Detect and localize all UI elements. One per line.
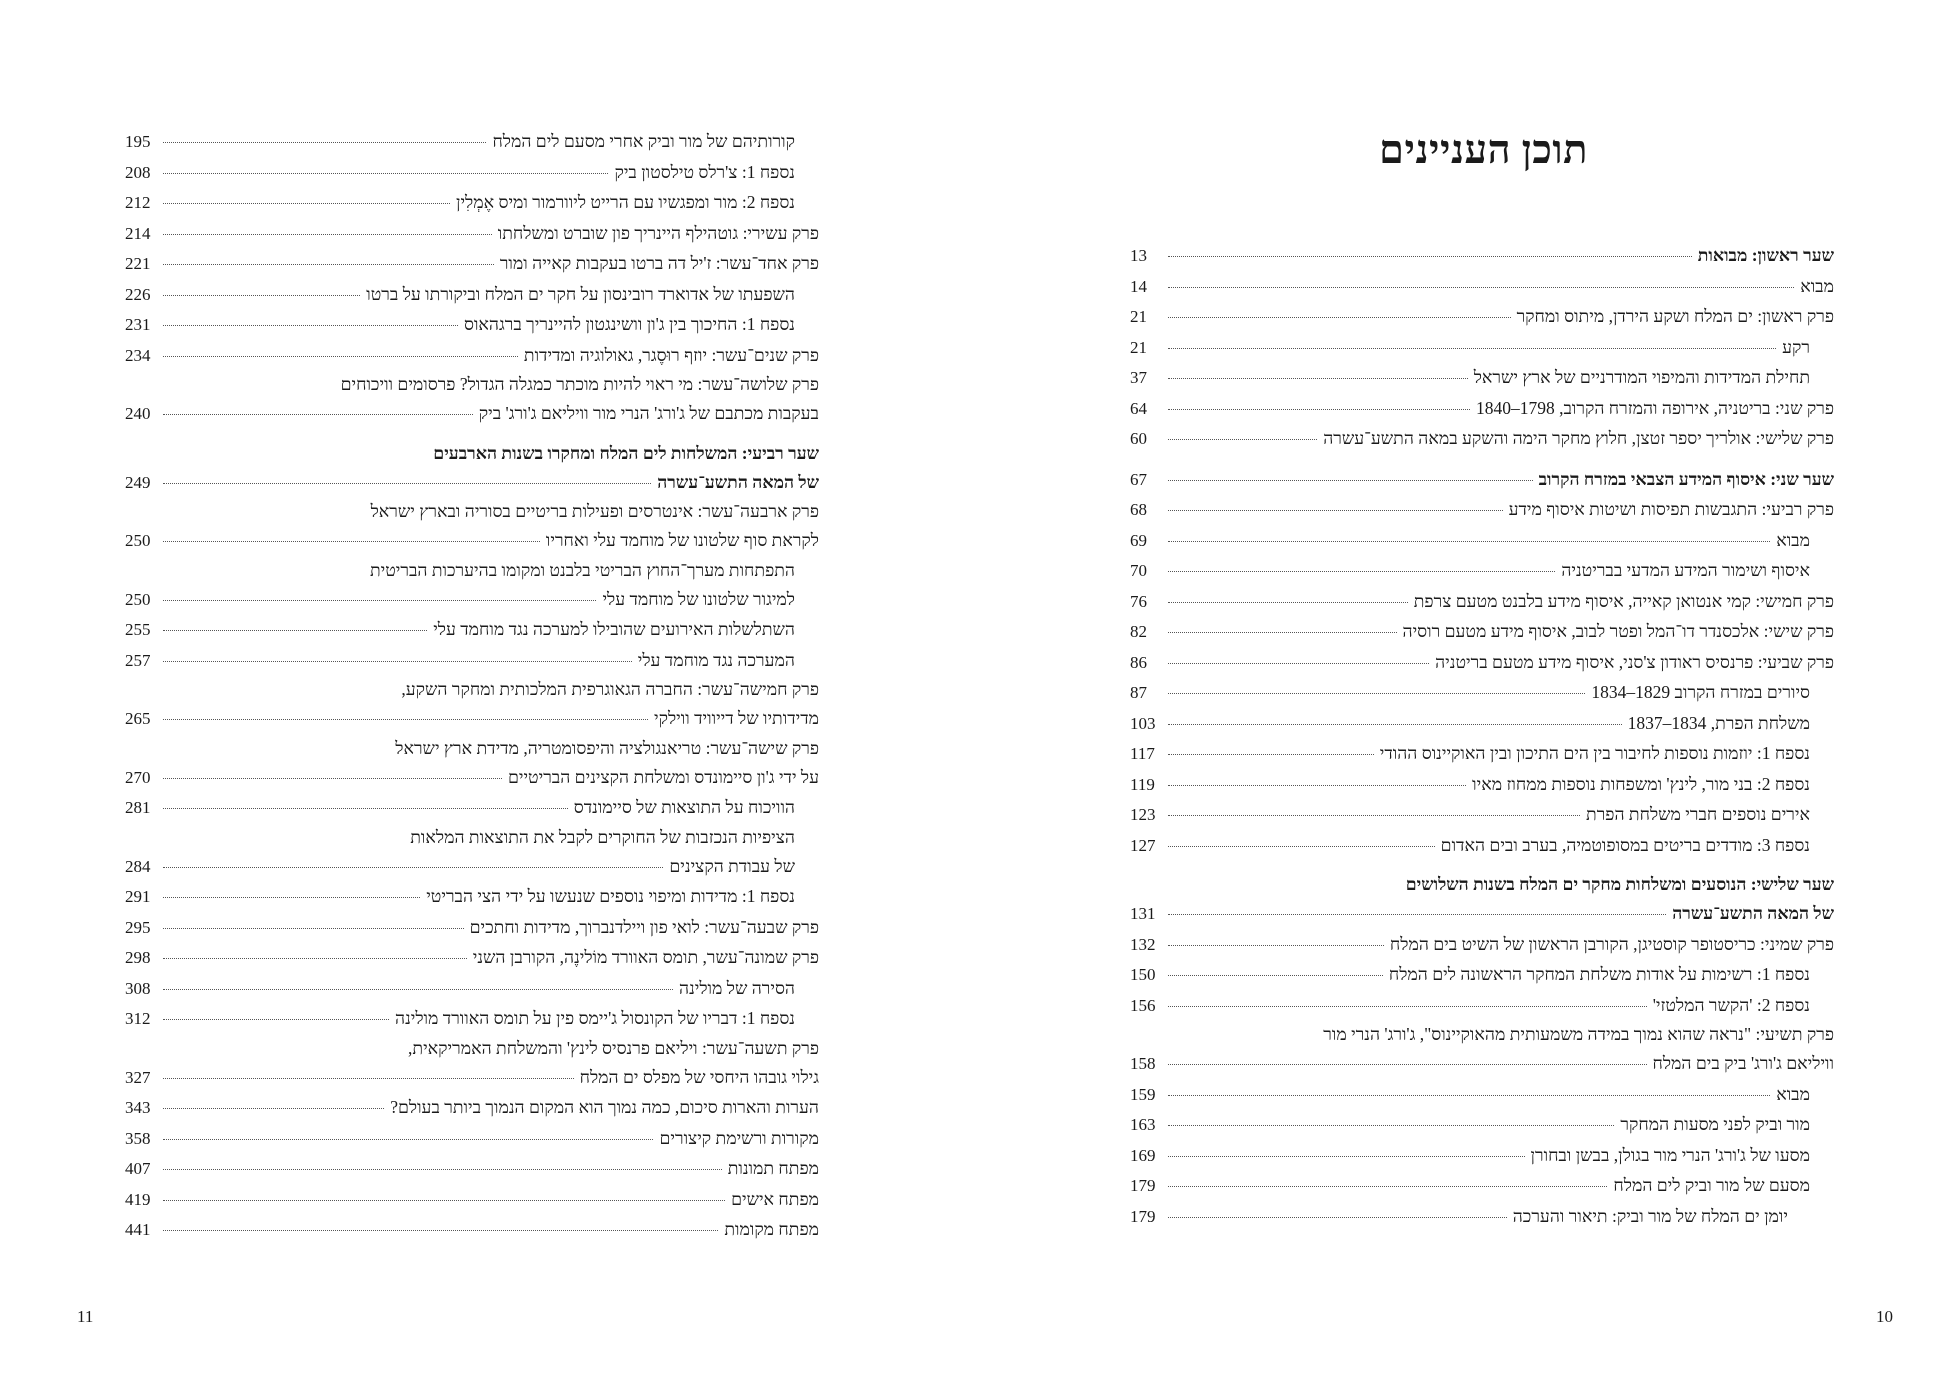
toc-entry-title: איסוף ושימור המידע המדעי בבריטניה (1561, 560, 1810, 580)
toc-entry-title: יומן ים המלח של מור וביק: תיאור והערכה (1512, 1205, 1788, 1226)
toc-leader-dots (163, 1169, 722, 1170)
toc-entry-page: 270 (125, 767, 151, 787)
toc-leader-dots (1168, 1095, 1770, 1096)
toc-entry (125, 218, 819, 249)
toc-leader-dots (1168, 1156, 1525, 1157)
toc-entry (125, 762, 819, 793)
toc-entry-title: מסעם של מור וביק לים המלח (1613, 1175, 1810, 1195)
toc-leader-dots (1168, 846, 1435, 847)
toc-entry (125, 1123, 819, 1154)
toc-entry-page: 231 (125, 315, 151, 334)
toc-entry-page: 156 (1130, 995, 1156, 1015)
toc-entry-title: סיורים במזרח הקרוב 1829–1834 (1591, 682, 1810, 702)
toc-leader-dots (1168, 632, 1397, 633)
toc-entry (1130, 1109, 1834, 1140)
toc-entry-page: 163 (1130, 1115, 1156, 1134)
toc-entry-page: 123 (1130, 805, 1156, 824)
toc-entry-title: פרק ארבעה־עשר: אינטרסים ופעילות בריטיים בסוריה ובארץ ישראל (370, 501, 819, 521)
toc-entry (125, 340, 819, 371)
toc-entry (125, 467, 819, 498)
toc-entry-title: פרק שלישי: אולריך יספר זטצן, חלוץ מחקר הימה והשקע במאה התשע־עשרה (1323, 428, 1834, 448)
toc-entry (125, 645, 819, 676)
toc-leader-dots (163, 483, 651, 484)
toc-entry-title: הסירה של מולינה (679, 977, 795, 998)
toc-entry (1130, 616, 1834, 647)
toc-entry-title: מבוא (1800, 275, 1834, 296)
toc-entry-title: פרק אחד־עשר: ז'יל דה ברטו בעקבות קאייה ומור (499, 253, 819, 273)
toc-entry (1130, 301, 1834, 332)
toc-entry-page: 127 (1130, 835, 1156, 855)
toc-entry-page: 249 (125, 472, 151, 492)
toc-entry-title: המערכה נגד מוחמד עלי (637, 649, 795, 670)
toc-entry-page: 298 (125, 948, 151, 967)
toc-entry (1130, 769, 1834, 800)
toc-entry-title: פרק חמישה־עשר: החברה הגאוגרפית המלכותית ומחקר השקע, (401, 679, 819, 699)
toc-entry-page: 70 (1130, 561, 1147, 580)
toc-entry-title: של עבודת הקצינים (669, 855, 795, 876)
toc-entry-page: 103 (1130, 713, 1156, 733)
toc-entry-title: מדידותיו של דייוויד ווילקי (654, 708, 819, 728)
toc-entry (1130, 929, 1834, 960)
toc-entry-page: 250 (125, 589, 151, 609)
toc-entry-title: תחילת המדידות והמיפוי המודרניים של ארץ ישראל (1473, 367, 1810, 387)
toc-entry-page: 240 (125, 404, 151, 423)
toc-leader-dots (163, 600, 596, 601)
toc-entry (1130, 959, 1834, 990)
toc-entry-page: 37 (1130, 368, 1147, 387)
toc-entry-page: 179 (1130, 1206, 1156, 1226)
toc-entry-title: מפתח אישים (731, 1188, 819, 1209)
toc-entry-page: 295 (125, 917, 151, 937)
toc-leader-dots (163, 630, 427, 631)
toc-leader-dots (1168, 663, 1429, 664)
page-number-right: 10 (1876, 1307, 1893, 1326)
toc-entry (125, 675, 819, 703)
toc-leader-dots (163, 1230, 718, 1231)
toc-leader-dots (163, 1108, 384, 1109)
toc-leader-dots (163, 1200, 725, 1201)
toc-leader-dots (1168, 571, 1555, 572)
toc-entry-title: של המאה התשע־עשרה (1672, 903, 1834, 923)
toc-entry-title: פרק שבעה־עשר: לואי פון ויילדנברוך, מדידות וחתכים (469, 916, 819, 937)
toc-entry-title: מבוא (1776, 1083, 1810, 1104)
toc-leader-dots (1168, 1125, 1614, 1126)
toc-entry-page: 14 (1130, 276, 1147, 296)
toc-leader-dots (163, 356, 518, 357)
toc-entries-right (1130, 240, 1834, 1231)
toc-entry-title: נספח 2: בני מור, לינץ' ומשפחות נוספות ממחוז מאיו (1472, 773, 1810, 794)
toc-entry-page: 119 (1130, 774, 1155, 794)
toc-entry-title: בעקבות מכתבם של ג'ורג' הנרי מור וויליאם ג'ורג' ביק (478, 403, 819, 423)
toc-leader-dots (163, 1078, 574, 1079)
toc-entry (1130, 1201, 1834, 1232)
toc-entry (125, 734, 819, 762)
toc-entry-title: פרק שמיני: כריסטופר קוסטיגן, הקורבן הראשון של השיט בים המלח (1389, 933, 1834, 954)
toc-entry (1130, 240, 1834, 271)
toc-leader-dots (1168, 975, 1383, 976)
toc-entry-page: 226 (125, 284, 151, 304)
toc-entry-page: 179 (1130, 1176, 1156, 1195)
toc-entry-title: פרק ראשון: ים המלח ושקע הירדן, מיתוס ומחקר (1516, 306, 1834, 326)
toc-entry (125, 157, 819, 188)
toc-entry-title: שער רביעי: המשלחות לים המלח ומחקרו בשנות הארבעים (433, 442, 819, 463)
toc-entry (125, 497, 819, 525)
toc-entry-title: נספח 1: דבריו של הקונסול ג'יימס פין על תומס האוורד מולינה (395, 1008, 795, 1028)
toc-entry-page: 265 (125, 709, 151, 728)
toc-entry-page: 212 (125, 193, 151, 212)
toc-entry-page: 358 (125, 1128, 151, 1148)
toc-entry (125, 703, 819, 734)
toc-entry (125, 370, 819, 398)
toc-leader-dots (1168, 1186, 1607, 1187)
toc-entry-page: 87 (1130, 683, 1147, 702)
toc-entry-page: 131 (1130, 904, 1156, 923)
toc-entry (1130, 393, 1834, 424)
toc-leader-dots (1168, 693, 1585, 694)
toc-leader-dots (1168, 510, 1503, 511)
toc-entry-page: 250 (125, 531, 151, 550)
toc-entry-title: פרק שישי: אלכסנדר דו־המל ופטר לבוב, איסוף מידע מטעם רוסיה (1402, 621, 1834, 641)
toc-entries-left (125, 126, 819, 1245)
toc-entry-title: פרק תשעה־עשר: ויליאם פרנסיס לינץ' והמשלחת האמריקאית, (408, 1037, 819, 1058)
toc-entry (125, 525, 819, 556)
toc-entry (1130, 494, 1834, 525)
toc-entry (1130, 830, 1834, 861)
toc-entry-title: מפתח תמונות (727, 1158, 819, 1178)
toc-entry-page: 117 (1130, 744, 1155, 763)
toc-entry-title: שער שני: איסוף המידע הצבאי במזרח הקרוב (1538, 468, 1834, 489)
toc-entry (1130, 464, 1834, 495)
toc-entry-title: שער שלישי: הנוסעים ומשלחות מחקר ים המלח בשנות השלושים (1405, 874, 1834, 894)
toc-entry (1130, 1140, 1834, 1171)
toc-entry-page: 150 (1130, 965, 1156, 984)
toc-entry-page: 159 (1130, 1084, 1156, 1104)
toc-leader-dots (1168, 1006, 1647, 1007)
toc-entry-title: נספח 3: מודדים בריטים במסופוטמיה, בערב ובים האדום (1440, 834, 1810, 855)
toc-entry-page: 86 (1130, 652, 1147, 672)
toc-leader-dots (163, 264, 494, 265)
toc-leader-dots (163, 541, 540, 542)
toc-entry-title: אירים נוספים חברי משלחת הפרת (1586, 804, 1810, 824)
toc-leader-dots (163, 958, 467, 959)
toc-entry-title: פרק שביעי: פרנסיס ראודון צ'סני, איסוף מידע מטעם בריטניה (1435, 651, 1834, 672)
toc-entry-page: 327 (125, 1067, 151, 1087)
toc-entry-title: נספח 1: יוזמות נוספות לחיבור בין הים התיכון ובין האוקיינוס ההודי (1379, 743, 1810, 763)
toc-entry-page: 132 (1130, 934, 1156, 954)
toc-entry-page: 195 (125, 132, 151, 151)
toc-entry-page: 257 (125, 650, 151, 670)
toc-entry (1130, 708, 1834, 739)
toc-entry-page: 312 (125, 1009, 151, 1028)
toc-entry (125, 584, 819, 615)
toc-entry (125, 1062, 819, 1093)
toc-entry-page: 13 (1130, 246, 1147, 265)
toc-entry (125, 1184, 819, 1215)
toc-entry-page: 82 (1130, 622, 1147, 641)
toc-entry-page: 169 (1130, 1145, 1156, 1165)
toc-leader-dots (163, 1139, 653, 1140)
toc-leader-dots (163, 414, 473, 415)
toc-entry (125, 126, 819, 157)
toc-leader-dots (1168, 480, 1533, 481)
toc-entry-page: 21 (1130, 337, 1147, 357)
toc-entry-page: 158 (1130, 1054, 1156, 1073)
toc-entry (1130, 1079, 1834, 1110)
toc-entry (125, 1092, 819, 1123)
toc-entry-page: 76 (1130, 591, 1147, 611)
toc-entry-page: 441 (125, 1220, 151, 1239)
toc-entry-title: קורותיהם של מור וביק אחרי מסעם לים המלח (492, 131, 795, 151)
toc-leader-dots (1168, 945, 1384, 946)
toc-entry-title: השפעתו של אדוארד רובינסון על חקר ים המלח וביקורתו על ברטו (366, 283, 795, 304)
toc-leader-dots (1168, 409, 1470, 410)
toc-entry-title: נספח 1: רשימות על אודות משלחת המחקר הראשונה לים המלח (1388, 964, 1810, 984)
toc-entry (1130, 423, 1834, 454)
toc-entry-title: פרק רביעי: התגבשות תפיסות ושיטות איסוף מידע (1508, 499, 1834, 519)
toc-entry-title: פרק שני: בריטניה, אירופה והמזרח הקרוב, 1798–1840 (1475, 397, 1834, 418)
toc-entry-title: על ידי ג'ון סיימונדס ומשלחת הקצינים הבריטיים (507, 766, 819, 787)
toc-entry (125, 279, 819, 310)
toc-entry-title: השתלשלות האירועים שהובילו למערכה נגד מוחמד עלי (433, 619, 795, 639)
toc-entry (125, 187, 819, 218)
toc-entry-title: מור וביק לפני מסעות המחקר (1620, 1114, 1810, 1134)
toc-entry (125, 398, 819, 429)
toc-entry (125, 881, 819, 912)
toc-entry (1130, 898, 1834, 929)
toc-entry-page: 69 (1130, 530, 1147, 550)
toc-entry-page: 221 (125, 254, 151, 273)
toc-entry (1130, 738, 1834, 769)
toc-entry (1130, 1048, 1834, 1079)
toc-entry (125, 248, 819, 279)
toc-entry-page: 419 (125, 1189, 151, 1209)
toc-leader-dots (1168, 287, 1794, 288)
toc-entry-title: פרק שנים־עשר: יוזף רוּסֶגר, גאולוגיה ומדידות (523, 344, 819, 365)
toc-entry-title: פרק שמונה־עשר, תומס האוורד מוֹלינֶה, הקורבן השני (472, 947, 819, 967)
toc-entry (1130, 990, 1834, 1021)
toc-entry-page: 21 (1130, 307, 1147, 326)
toc-entry-page: 407 (125, 1159, 151, 1178)
toc-entry-page: 284 (125, 856, 151, 876)
toc-entry (1130, 525, 1834, 556)
toc-entry (1130, 1170, 1834, 1201)
toc-entry (1130, 586, 1834, 617)
toc-entry-title: הערות והארות סיכום, כמה נמוך הוא המקום הנמוך ביותר בעולם? (390, 1097, 819, 1117)
toc-entry-title: מסעו של ג'ורג' הנרי מור בגולן, בבשן ובחורן (1530, 1144, 1810, 1165)
toc-entry-page: 291 (125, 887, 151, 906)
toc-entry-title: נספח 2: מור ומפגשיו עם הרייט ליוורמור ומיס אֶמְלִין (456, 192, 795, 212)
toc-entry-title: הציפיות הנכזבות של החוקרים לקבל את התוצאות המלאות (410, 826, 795, 847)
toc-leader-dots (163, 295, 360, 296)
toc-entry-title: נספח 2: 'הקשר המלטזי' (1652, 994, 1810, 1015)
toc-entry (125, 309, 819, 340)
toc-entry (125, 942, 819, 973)
toc-entry-title: פרק עשירי: גוטהילף היינריך פון שוברט ומשלחתו (497, 222, 819, 243)
toc-entry-title: וויליאם ג'ורג' ביק בים המלח (1652, 1053, 1834, 1073)
toc-entry (125, 851, 819, 882)
toc-entry-title: נספח 1: צ'רלס טילסטון ביק (614, 161, 795, 182)
toc-entry (1130, 555, 1834, 586)
toc-entry (125, 912, 819, 943)
toc-entry-title: פרק שלושה־עשר: מי ראוי להיות מוכתר כמגלה הגדול? פרסומים וויכוחים (340, 374, 819, 394)
toc-entry-title: נספח 1: מדידות ומיפוי נוספים שנעשו על ידי הצי הבריטי (426, 886, 795, 906)
toc-leader-dots (1168, 348, 1776, 349)
toc-entry-title: לקראת סוף שלטונו של מוחמד עלי ואחריו (545, 530, 819, 550)
toc-leader-dots (163, 778, 502, 779)
toc-leader-dots (1168, 914, 1666, 915)
toc-entry (1130, 1020, 1834, 1048)
toc-entry-page: 281 (125, 798, 151, 817)
toc-entry-title: נספח 1: החיכוך בין ג'ון וושינגטון להיינריך ברגהאוס (463, 314, 795, 334)
toc-leader-dots (1168, 256, 1692, 257)
toc-entry-title: משלחת הפרת, 1834–1837 (1627, 712, 1810, 733)
toc-entry-page: 60 (1130, 429, 1147, 448)
toc-entry (125, 556, 819, 584)
toc-leader-dots (163, 661, 632, 662)
toc-entry-title: של המאה התשע־עשרה (657, 471, 819, 492)
toc-entry-title: מבוא (1776, 529, 1810, 550)
toc-entry (125, 439, 819, 467)
toc-entry-title: פרק חמישי: קמי אנטואן קאייה, איסוף מידע בלבנט מטעם צרפת (1413, 590, 1834, 611)
toc-entry-page: 343 (125, 1098, 151, 1117)
toc-entry (1130, 332, 1834, 363)
toc-entry-page: 234 (125, 345, 151, 365)
toc-leader-dots (1168, 815, 1580, 816)
toc-entry (1130, 271, 1834, 302)
toc-leader-dots (163, 325, 458, 326)
toc-leader-dots (1168, 1217, 1507, 1218)
toc-entry-page: 308 (125, 978, 151, 998)
toc-entry (125, 973, 819, 1004)
toc-entry-title: גילוי גובהו היחסי של מפלס ים המלח (579, 1066, 819, 1087)
toc-leader-dots (1168, 785, 1466, 786)
toc-leader-dots (1168, 317, 1511, 318)
toc-entry-page: 208 (125, 162, 151, 182)
toc-entry (125, 823, 819, 851)
toc-leader-dots (163, 142, 486, 143)
toc-entry-title: למיגור שלטונו של מוחמד עלי (602, 588, 795, 609)
page-number-left: 11 (77, 1307, 94, 1326)
toc-entry-page: 255 (125, 620, 151, 639)
toc-leader-dots (163, 173, 608, 174)
toc-entry-page: 214 (125, 223, 151, 243)
toc-entry-title: שער ראשון: מבואות (1697, 245, 1834, 265)
toc-leader-dots (163, 203, 450, 204)
toc-leader-dots (163, 719, 648, 720)
toc-leader-dots (163, 897, 420, 898)
toc-entry (125, 614, 819, 645)
toc-entry (125, 1214, 819, 1245)
toc-entry-page: 64 (1130, 398, 1147, 418)
toc-leader-dots (1168, 1064, 1647, 1065)
toc-entry (125, 1153, 819, 1184)
toc-entry (1130, 799, 1834, 830)
toc-entry-page: 68 (1130, 500, 1147, 519)
toc-leader-dots (1168, 439, 1317, 440)
toc-entry-title: מפתח מקומות (724, 1219, 819, 1239)
toc-leader-dots (163, 989, 673, 990)
toc-entry (125, 1003, 819, 1034)
toc-entry-title: רקע (1782, 336, 1810, 357)
toc-leader-dots (163, 808, 568, 809)
toc-entry-title: מקורות ורשימת קיצורים (659, 1127, 819, 1148)
toc-leader-dots (1168, 724, 1622, 725)
toc-entry-title: התפתחות מערך־החוץ הבריטי בלבנט ומקומו בהיערכות הבריטית (369, 559, 795, 580)
toc-leader-dots (163, 928, 464, 929)
toc-leader-dots (1168, 754, 1374, 755)
toc-entry (1130, 870, 1834, 898)
toc-entry-title: הוויכוח על התוצאות של סיימונדס (573, 797, 795, 817)
toc-entry (1130, 647, 1834, 678)
toc-leader-dots (163, 1019, 389, 1020)
toc-leader-dots (1168, 541, 1770, 542)
toc-entry-title: פרק שישה־עשר: טריאנגולציה והיפסומטריה, מדידת ארץ ישראל (395, 737, 819, 758)
toc-leader-dots (163, 867, 663, 868)
toc-leader-dots (1168, 378, 1468, 379)
toc-entry-page: 67 (1130, 469, 1147, 489)
toc-entry (125, 1034, 819, 1062)
toc-entry (1130, 677, 1834, 708)
toc-entry (1130, 362, 1834, 393)
toc-leader-dots (163, 234, 492, 235)
toc-leader-dots (1168, 602, 1408, 603)
toc-entry (125, 792, 819, 823)
page-title: תוכן העניינים (1379, 127, 1588, 172)
toc-entry-title: פרק תשיעי: "נראה שהוא נמוך במידה משמעותית מהאוקיינוס", ג'ורג' הנרי מור (1323, 1024, 1834, 1044)
